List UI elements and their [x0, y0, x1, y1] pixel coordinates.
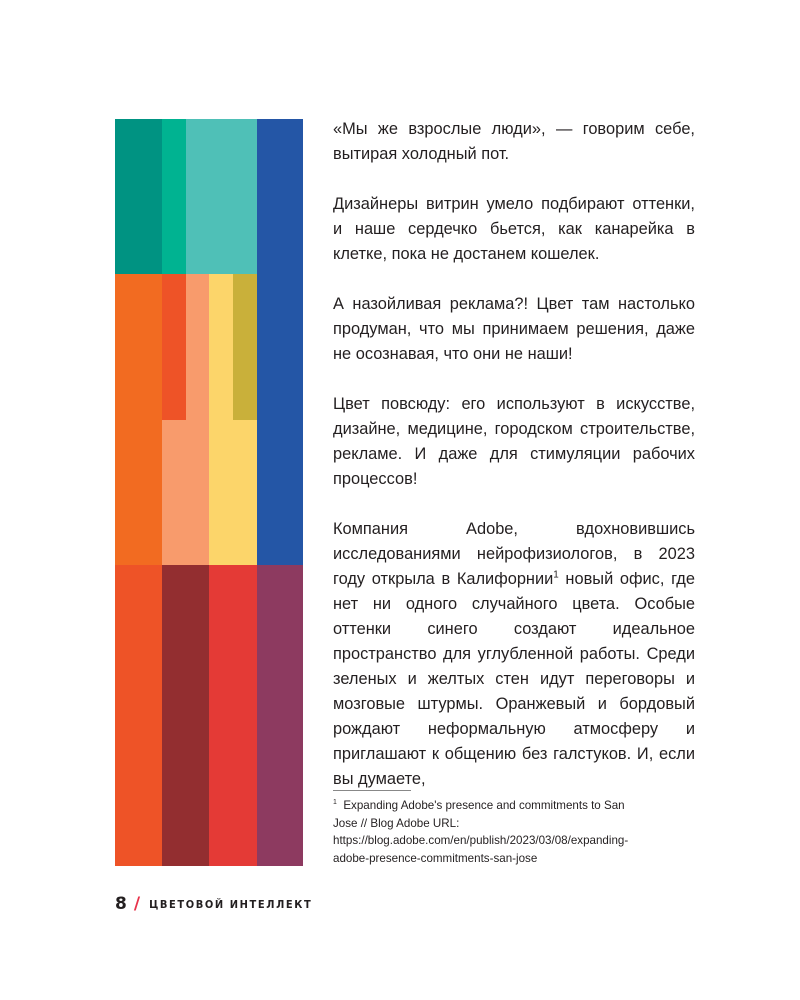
paragraph: А назойливая реклама?! Цвет там настолько продуман, что мы принимаем решения, даже не осознавая, что они не наши!	[333, 295, 695, 363]
color-block-blue	[257, 119, 303, 565]
body-text	[333, 117, 695, 792]
color-block-red-orange	[162, 274, 186, 420]
book-title: ЦВЕТОВОЙ ИНТЕЛЛЕКТ	[149, 897, 313, 911]
paragraph-text-start: Компания Adobe, вдохновившись исследованиями нейрофизиологов, в 2023 году открыла в Калифорнии	[333, 520, 695, 588]
footnote-divider	[333, 790, 411, 791]
color-blocks-illustration	[115, 119, 303, 866]
color-block-red-orange-bottom	[115, 565, 162, 866]
color-block-orange	[115, 274, 162, 565]
color-block-teal-green	[162, 119, 186, 274]
footnote-text: Expanding Adobe's presence and commitments to San Jose // Blog Adobe URL: https://blog.adobe.com/en/publish/2023/03/08/expanding-adobe-presence-commitments-san-jose	[333, 799, 629, 865]
paragraph: «Мы же взрослые люди», — говорим себе, вытирая холодный пот.	[333, 120, 695, 163]
footnote-number: 1	[333, 799, 337, 807]
color-block-teal-light	[186, 119, 257, 274]
paragraph: Цвет повсюду: его используют в искусстве, дизайне, медицине, городском строительстве, рекламе. И даже для стимуляции рабочих процессов!	[333, 395, 695, 488]
footnote	[333, 797, 643, 867]
color-block-red	[209, 565, 257, 866]
page-number: 8	[115, 894, 127, 914]
footer-separator: /	[133, 894, 141, 914]
color-block-salmon-lower	[162, 420, 209, 565]
page-footer	[115, 890, 312, 918]
paragraph-with-footnote	[333, 517, 695, 792]
color-block-olive-yellow	[233, 274, 257, 420]
color-block-plum	[257, 565, 303, 866]
color-block-teal-dark	[115, 119, 162, 274]
color-block-burgundy	[162, 565, 209, 866]
paragraph: Дизайнеры витрин умело подбирают оттенки, и наше сердечко бьется, как канарейка в клетке, пока не достанем кошелек.	[333, 195, 695, 263]
footnote-reference[interactable]: 1	[553, 569, 559, 581]
paragraph-text-end: новый офис, где нет ни одного случайного цвета. Особые оттенки синего создают идеальное пространство для углубленной работы. Среди зеленых и желтых стен идут переговоры и мозговые штурмы. Оранжевый и бордовый рождают неформальную атмосферу и приглашают к общению без галстуков. И, если вы думаете,	[333, 570, 695, 788]
